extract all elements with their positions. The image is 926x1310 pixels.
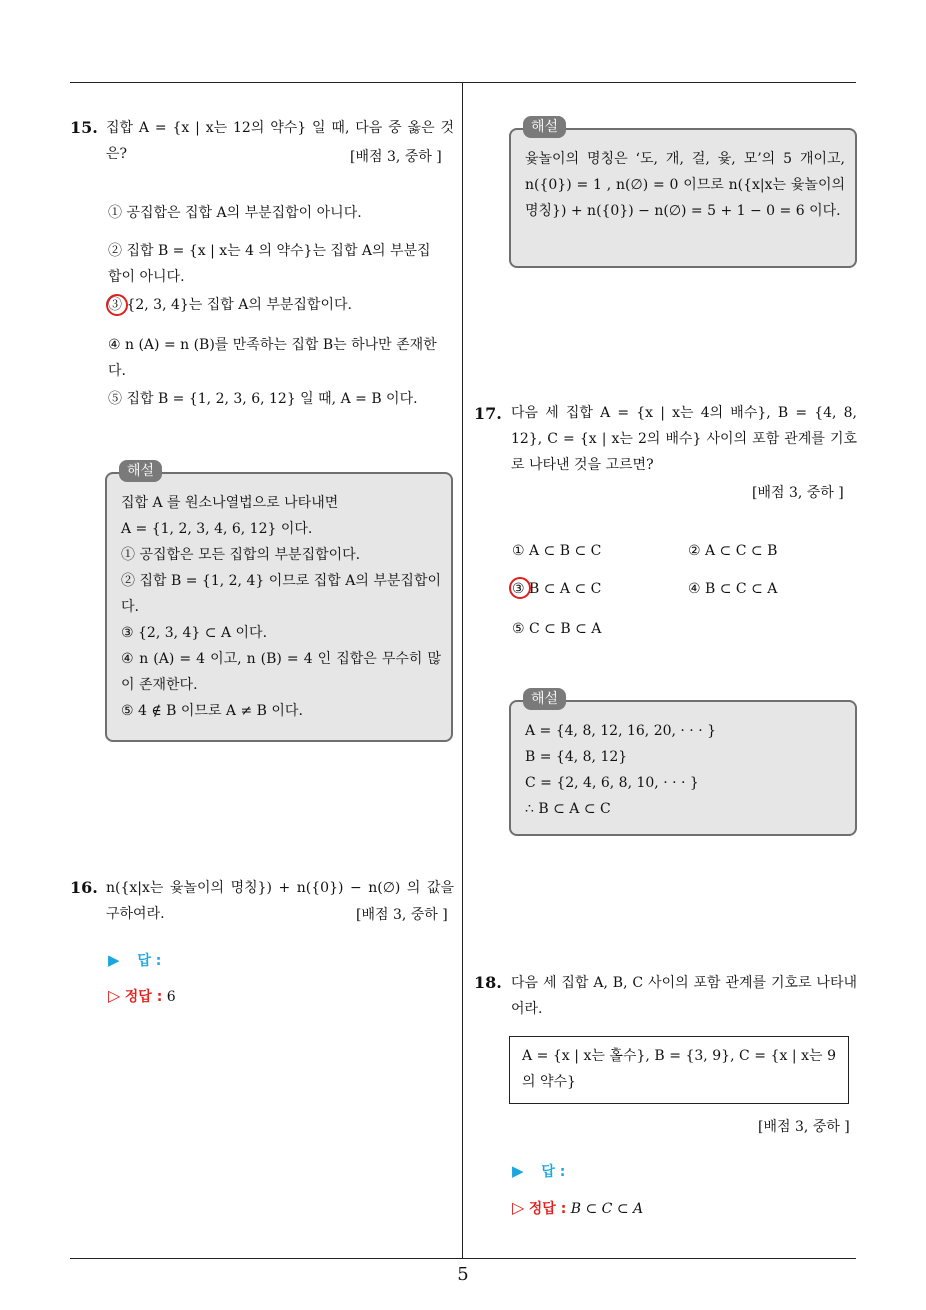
answer-row[interactable] (108, 950, 161, 970)
points-label: [배점 3, 중하 ] (758, 1119, 850, 1135)
explanation-line: ① 공집합은 모든 집합의 부분집합이다. (121, 547, 361, 563)
column-divider (462, 82, 463, 1258)
choice-3[interactable]: ③ B ⊂ A ⊂ C (512, 581, 602, 597)
correct-answer-row (108, 986, 176, 1006)
explanation-line: A = {4, 8, 12, 16, 20, · · · } (525, 723, 717, 739)
explanation-line: 집합 A 를 원소나열법으로 나타내면 (121, 495, 339, 511)
page-number: 5 (457, 1264, 469, 1285)
bottom-rule (70, 1258, 856, 1259)
question-number: 16. (70, 878, 98, 897)
correct-value: B ⊂ C ⊂ A (570, 1201, 644, 1217)
play-triangle-icon: ▶ (108, 951, 120, 969)
choice-5[interactable]: ⑤ C ⊂ B ⊂ A (512, 621, 602, 637)
explanation-line: ② 집합 B = {1, 2, 4} 이므로 집합 A의 부분집합이다. (121, 573, 441, 615)
correct-answer-row (512, 1198, 643, 1218)
correct-label: 정답 : (124, 989, 163, 1005)
explanation-tag: 해설 (523, 688, 566, 710)
explanation-line: 윷놀이의 명칭은 ‘도, 개, 걸, 윷, 모’의 5 개이고, n({0}) = 1 , n(∅) = 0 이므로 n({x|x는 윷놀이의 명칭}) + n({0}) − n(∅) = 5 + 1 − 0 = 6 이다. (525, 151, 845, 219)
question-text: 집합 A = {x | x는 12의 약수} 일 때, 다음 중 옳은 것은? (106, 120, 454, 162)
explanation-line: ③ {2, 3, 4} ⊂ A 이다. (121, 625, 268, 641)
question-number: 18. (474, 973, 502, 992)
choice-4[interactable]: ④ n (A) = n (B)를 만족하는 집합 B는 하나만 존재한다. (108, 337, 437, 379)
correct-value: 6 (166, 989, 176, 1005)
explanation-line: C = {2, 4, 6, 8, 10, · · · } (525, 775, 699, 791)
answer-row[interactable] (512, 1161, 565, 1181)
explanation-line: ④ n (A) = 4 이고, n (B) = 4 인 집합은 무수히 많이 존재한다. (121, 651, 441, 693)
explanation-line: ∴ B ⊂ A ⊂ C (525, 801, 611, 817)
points-label: [배점 3, 중하 ] (752, 485, 844, 501)
choice-2[interactable]: ② 집합 B = {x | x는 4 의 약수}는 집합 A의 부분집합이 아니다. (108, 243, 431, 285)
choice-4[interactable]: ④ B ⊂ C ⊂ A (688, 581, 778, 597)
question-number: 17. (474, 404, 502, 423)
explanation-line: A = {1, 2, 3, 4, 6, 12} 이다. (121, 521, 313, 537)
answer-label: 답 : (137, 953, 162, 969)
explanation-tag: 해설 (119, 460, 162, 482)
question-text: 다음 세 집합 A = {x | x는 4의 배수}, B = {4, 8, 12}, C = {x | x는 2의 배수} 사이의 포함 관계를 기호로 나타낸 것을 고르면? (511, 405, 857, 473)
choice-1[interactable]: ① A ⊂ B ⊂ C (512, 543, 602, 559)
top-rule (70, 82, 856, 83)
explanation-box (509, 691, 857, 836)
explanation-box (509, 119, 857, 268)
explanation-box (105, 463, 453, 742)
set-definition-box: A = {x | x는 홀수}, B = {3, 9}, C = {x | x는 9의 약수} (509, 1036, 849, 1104)
explanation-tag: 해설 (523, 116, 566, 138)
choice-3[interactable]: ③ {2, 3, 4}는 집합 A의 부분집합이다. (108, 297, 352, 313)
choice-1[interactable]: ① 공집합은 집합 A의 부분집합이 아니다. (108, 205, 362, 221)
outline-triangle-icon: ▷ (108, 986, 121, 1005)
explanation-line: ⑤ 4 ∉ B 이므로 A ≠ B 이다. (121, 703, 303, 719)
answer-label: 답 : (541, 1164, 566, 1180)
outline-triangle-icon: ▷ (512, 1198, 525, 1217)
question-text: n({x|x는 윷놀이의 명칭}) + n({0}) − n(∅) 의 값을 구하여라. (106, 880, 454, 922)
question-text: 다음 세 집합 A, B, C 사이의 포함 관계를 기호로 나타내어라. (511, 975, 857, 1017)
explanation-line: B = {4, 8, 12} (525, 749, 628, 765)
points-label: [배점 3, 중하 ] (350, 149, 442, 165)
correct-label: 정답 : (528, 1201, 567, 1217)
points-label: [배점 3, 중하 ] (356, 907, 448, 923)
question-number: 15. (70, 118, 98, 137)
choice-2[interactable]: ② A ⊂ C ⊂ B (688, 543, 778, 559)
choice-5[interactable]: ⑤ 집합 B = {1, 2, 3, 6, 12} 일 때, A = B 이다. (108, 391, 418, 407)
play-triangle-icon: ▶ (512, 1162, 524, 1180)
